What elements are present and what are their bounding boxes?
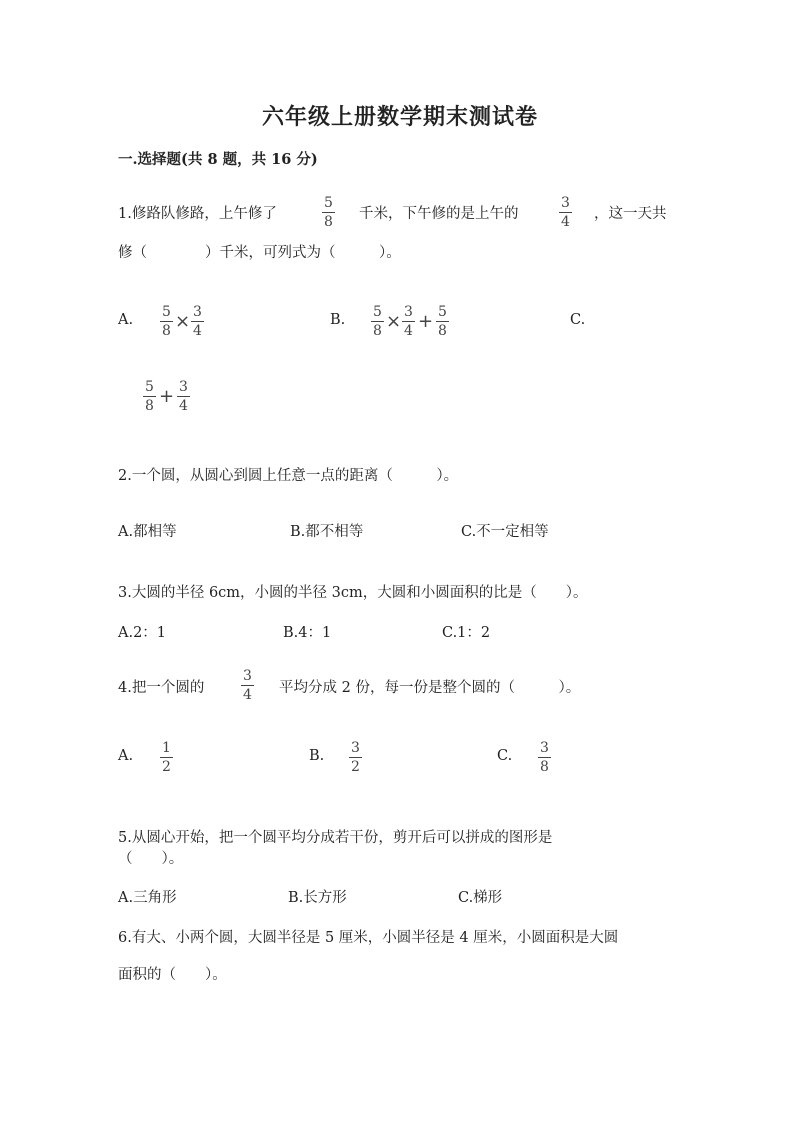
q4-option-a-label: A. <box>118 748 134 764</box>
plus-sign: + <box>418 311 434 332</box>
numerator: 5 <box>324 195 333 211</box>
q1-text-pre: 1.修路队修路，上午修了 <box>118 206 277 222</box>
denominator: 8 <box>438 323 447 339</box>
q1-option-c-label: C. <box>570 312 586 328</box>
q1-opt-c-fraction-1 <box>143 380 156 413</box>
numerator: 5 <box>145 379 154 395</box>
denominator: 4 <box>193 323 202 339</box>
numerator: 3 <box>243 668 252 684</box>
q1-option-b-label: B. <box>330 312 346 328</box>
q1-opt-a-fraction-1 <box>160 305 173 338</box>
denominator: 2 <box>162 759 171 775</box>
numerator: 5 <box>162 304 171 320</box>
q4-option-b-label: B. <box>309 748 325 764</box>
q1-text-line2: 修（ ）千米，可列式为（ ）。 <box>118 245 401 261</box>
q1-opt-a-fraction-2 <box>191 305 204 338</box>
denominator: 8 <box>373 323 382 339</box>
q5-text-line1: 5.从圆心开始，把一个圆平均分成若干份，剪开后可以拼成的图形是 <box>118 830 553 846</box>
numerator: 5 <box>373 304 382 320</box>
times-sign: × <box>175 311 191 332</box>
q4-option-b[interactable] <box>349 741 362 774</box>
denominator: 4 <box>243 687 252 703</box>
q4-fraction <box>241 669 254 702</box>
q1-option-a-label: A. <box>118 312 134 328</box>
page-title: 六年级上册数学期末测试卷 <box>261 104 538 130</box>
q5-option-b[interactable]: B.长方形 <box>288 890 347 906</box>
q4-option-c-label: C. <box>497 748 513 764</box>
denominator: 4 <box>561 214 570 230</box>
q1-opt-b-fraction-2 <box>402 305 415 338</box>
denominator: 8 <box>540 759 549 775</box>
q1-opt-c-fraction-2 <box>177 380 190 413</box>
q1-text-mid: 千米，下午修的是上午的 <box>359 206 519 222</box>
q4-text-post: 平均分成 2 份，每一份是整个圆的（ ）。 <box>279 680 581 696</box>
q3-option-a[interactable]: A.2：1 <box>118 625 167 641</box>
q1-opt-b-fraction-3 <box>436 305 449 338</box>
numerator: 3 <box>179 379 188 395</box>
q2-text: 2.一个圆，从圆心到圆上任意一点的距离（ ）。 <box>118 468 459 484</box>
q3-option-c[interactable]: C.1：2 <box>442 625 491 641</box>
numerator: 1 <box>162 740 171 756</box>
q3-text: 3.大圆的半径 6cm，小圆的半径 3cm，大圆和小圆面积的比是（ ）。 <box>118 585 588 601</box>
q2-option-c[interactable]: C.不一定相等 <box>461 524 549 540</box>
q1-text-post: ，这一天共 <box>594 206 667 222</box>
section-heading: 一.选择题(共 8 题，共 16 分) <box>118 151 318 168</box>
denominator: 8 <box>324 214 333 230</box>
denominator: 2 <box>351 759 360 775</box>
q5-option-c[interactable]: C.梯形 <box>458 890 503 906</box>
numerator: 3 <box>404 304 413 320</box>
q1-opt-b-fraction-1 <box>371 305 384 338</box>
plus-sign: + <box>159 386 175 407</box>
numerator: 3 <box>561 195 570 211</box>
q2-option-a[interactable]: A.都相等 <box>118 524 177 540</box>
q1-fraction-b <box>559 196 572 229</box>
q3-option-b[interactable]: B.4：1 <box>283 625 332 641</box>
q5-text-line2: （ ）。 <box>118 851 184 867</box>
denominator: 8 <box>145 398 154 414</box>
q4-option-c[interactable] <box>538 741 551 774</box>
times-sign: × <box>386 311 402 332</box>
q4-text-pre: 4.把一个圆的 <box>118 680 205 696</box>
denominator: 4 <box>404 323 413 339</box>
denominator: 8 <box>162 323 171 339</box>
q2-option-b[interactable]: B.都不相等 <box>290 524 364 540</box>
denominator: 4 <box>179 398 188 414</box>
numerator: 3 <box>193 304 202 320</box>
q1-fraction-a <box>322 196 335 229</box>
numerator: 5 <box>438 304 447 320</box>
q5-option-a[interactable]: A.三角形 <box>118 890 177 906</box>
q4-option-a[interactable] <box>160 741 173 774</box>
numerator: 3 <box>540 740 549 756</box>
q6-text-line2: 面积的（ ）。 <box>118 967 227 983</box>
numerator: 3 <box>351 740 360 756</box>
q6-text-line1: 6.有大、小两个圆，大圆半径是 5 厘米，小圆半径是 4 厘米，小圆面积是大圆 <box>118 930 619 946</box>
